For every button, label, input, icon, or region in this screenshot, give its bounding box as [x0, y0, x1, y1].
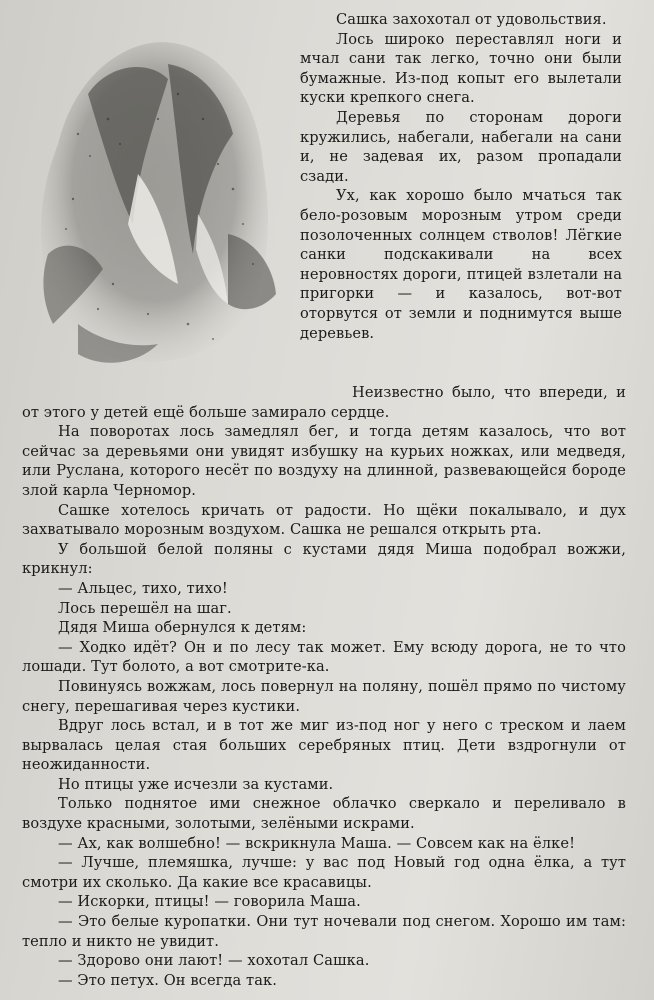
snowy-tree-illustration	[18, 24, 290, 374]
full-width-text	[22, 383, 626, 990]
paragraph: Лось перешёл на шаг.	[58, 599, 232, 617]
dialogue-line: — Это белые куропатки. Они тут ночевали под снегом. Хорошо им там: тепло и никто не увидит.	[22, 913, 626, 950]
paragraph: Неизвестно было, что впереди, и от этого у детей ещё больше замирало сердце.	[22, 384, 626, 421]
paragraph: Дядя Миша обернулся к детям:	[58, 619, 307, 637]
paragraph: Лось широко переставлял ноги и мчал сани так легко, точно они были бумажные. Из-под копыт его вылетали куски крепкого снега.	[300, 30, 622, 107]
paragraph: Повинуясь вожжам, лось повернул на поляну, пошёл прямо по чистому снегу, перешагивая через кустики.	[22, 677, 626, 715]
dialogue-line: — Ходко идёт? Он и по лесу так может. Ему всюду дорога, не то что лошади. Тут болото, а вот смотрите-ка.	[22, 638, 626, 676]
dialogue-line: — Ах, как волшебно! — вскрикнула Маша. — Совсем как на ёлке!	[58, 834, 576, 852]
paragraph: У большой белой поляны с кустами дядя Миша подобрал вожжи, крикнул:	[22, 540, 626, 578]
paragraph: Сашке хотелось кричать от радости. Но щёки покалывало, и дух захватывало морозным воздухом. Сашка не решался открыть рта.	[22, 501, 626, 539]
paragraph: Деревья по сторонам дороги кружились, набегали, набегали на сани и, не задевая их, разом пропадали сзади.	[300, 108, 622, 185]
dialogue-line: — Альцес, тихо, тихо!	[58, 579, 228, 597]
dialogue-line: — Искорки, птицы! — говорила Маша.	[58, 893, 361, 911]
dialogue-line: — Лучше, племяшка, лучше: у вас под Новый год одна ёлка, а тут смотри их сколько. Да какие все красавицы.	[22, 854, 626, 891]
paragraph: Вдруг лось встал, и в тот же миг из-под ног у него с треском и лаем вырвалась целая стая больших серебряных птиц. Дети вздрогнули от неожиданности.	[22, 717, 626, 774]
dialogue-line: — Это петух. Он всегда так.	[58, 971, 277, 989]
paragraph: Только поднятое ими снежное облачко сверкало и переливало в воздухе красными, золотыми, зелёными искрами.	[22, 795, 626, 833]
paragraph: Но птицы уже исчезли за кустами.	[58, 775, 334, 793]
right-column-text	[300, 10, 622, 343]
paragraph: Сашка захохотал от удовольствия.	[336, 11, 607, 28]
paragraph: На поворотах лось замедлял бег, и тогда детям казалось, что вот сейчас за деревьями они увидят избушку на курьих ножках, или медведя, или Руслана, которого несёт по воздуху на длинной, развевающейся бороде злой карла Черномор.	[22, 423, 626, 499]
paragraph: Ух, как хорошо было мчаться так бело-розовым морозным утром среди позолоченных солнцем стволов! Лёгкие санки подскакивали на всех неровностях дороги, птицей взлетали на пригорки — и казалось, вот-вот оторвутся от земли и поднимутся выше деревьев.	[300, 187, 622, 342]
dialogue-line: — Здорово они лают! — хохотал Сашка.	[58, 952, 370, 970]
